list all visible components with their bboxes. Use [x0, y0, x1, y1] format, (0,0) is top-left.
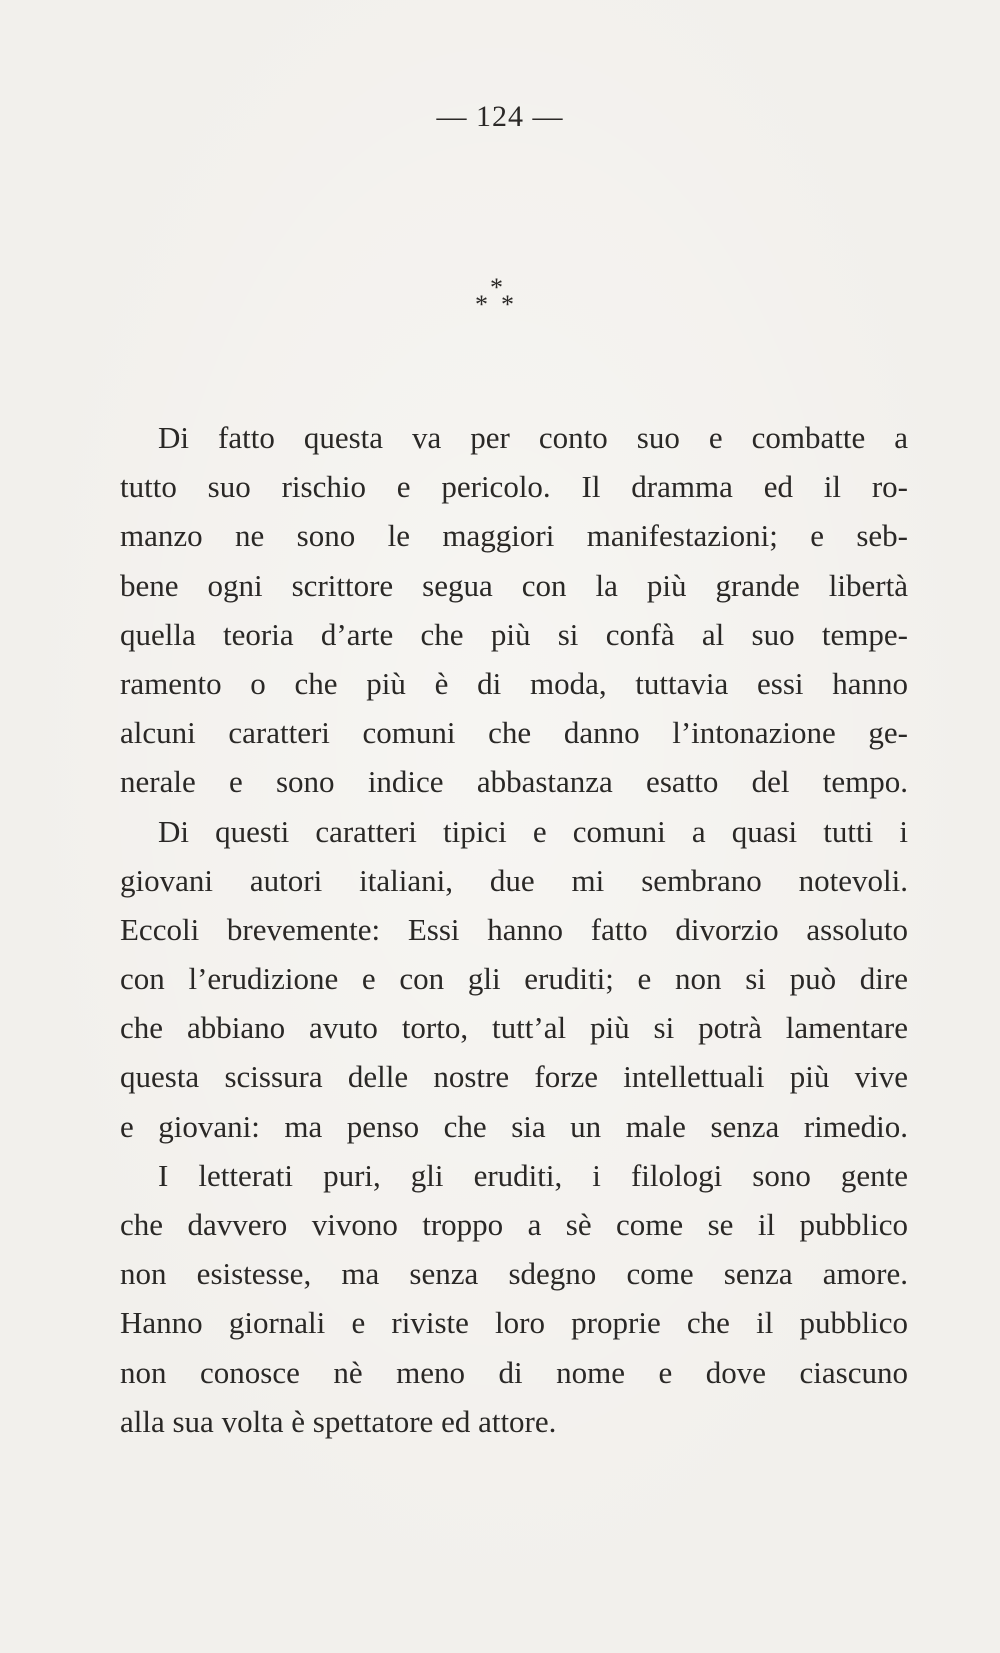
text-line: I letterati puri, gli eruditi, i filologi sono gente [158, 1157, 908, 1193]
text-line: non esistesse, ma senza sdegno come senza amore. [120, 1256, 908, 1292]
text-line: giovani autori italiani, due mi sembrano notevoli. [120, 862, 908, 898]
text-line: alla sua volta è spettatore ed attore. [120, 1403, 557, 1439]
text-line: tutto suo rischio e pericolo. Il dramma ed il ro- [120, 469, 908, 505]
text-line: manzo ne sono le maggiori manifestazioni; e seb- [120, 518, 908, 554]
text-line: Di fatto questa va per conto suo e combatte a [158, 420, 908, 455]
body-text [120, 413, 908, 1446]
text-line: quella teoria d’arte che più si confà al suo tempe- [120, 616, 908, 652]
text-line: bene ogni scrittore segua con la più grande libertà [120, 567, 908, 603]
text-line: ramento o che più è di moda, tuttavia essi hanno [120, 665, 908, 701]
text-line: non conosce nè meno di nome e dove ciascuno [120, 1354, 908, 1390]
asterism-section-break [470, 275, 540, 325]
text-line: Di questi caratteri tipici e comuni a quasi tutti i [158, 813, 908, 849]
asterism-star: * [501, 290, 514, 319]
text-line: che abbiano avuto torto, tutt’al più si potrà lamentare [120, 1010, 908, 1046]
text-line: e giovani: ma penso che sia un male senza rimedio. [120, 1108, 908, 1144]
text-line: nerale e sono indice abbastanza esatto del tempo. [120, 764, 908, 800]
page-number: — 124 — [436, 100, 564, 133]
text-line: che davvero vivono troppo a sè come se il pubblico [120, 1207, 908, 1242]
text-line: con l’erudizione e con gli eruditi; e non si può dire [120, 961, 908, 997]
text-line: alcuni caratteri comuni che danno l’intonazione ge- [120, 715, 908, 751]
text-line: Hanno giornali e riviste loro proprie che il pubblico [120, 1305, 908, 1341]
text-line: questa scissura delle nostre forze intellettuali più vive [120, 1059, 908, 1095]
asterism-star: * [475, 290, 488, 319]
text-line: Eccoli brevemente: Essi hanno fatto divorzio assoluto [120, 911, 908, 947]
asterism-star: * [490, 273, 503, 302]
